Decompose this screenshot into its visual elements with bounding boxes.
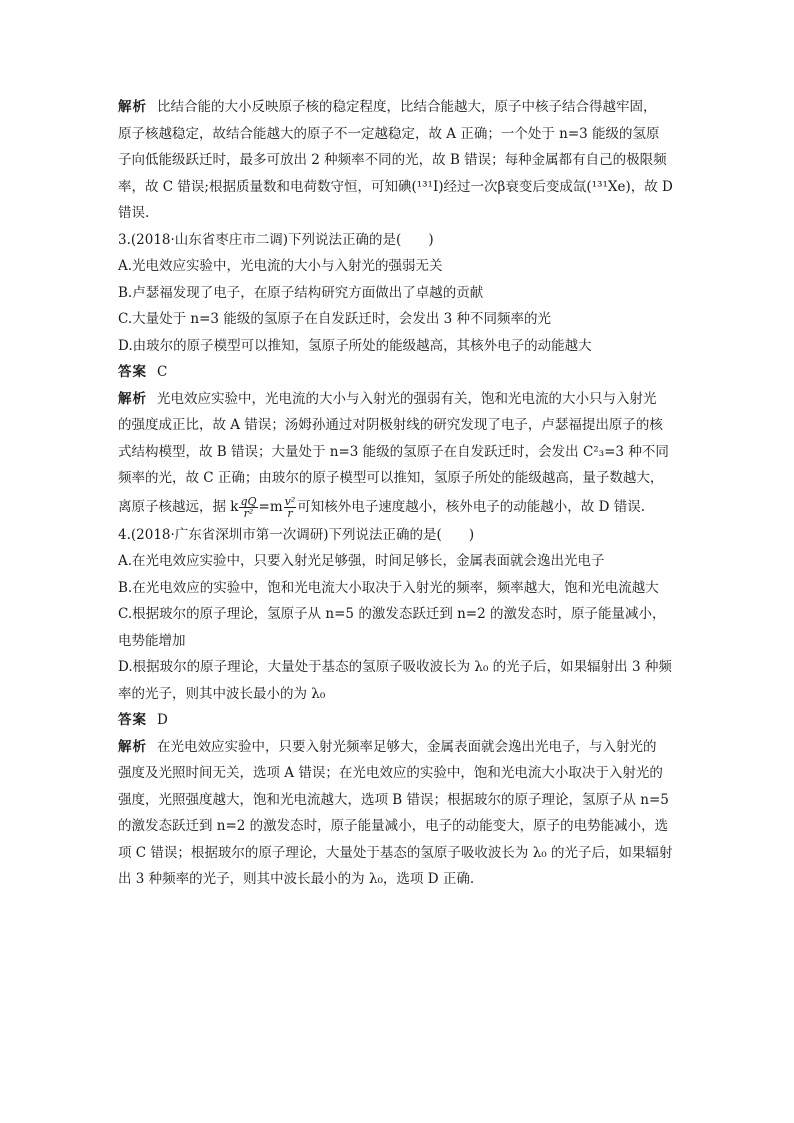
- analysis-line: 强度，光照强度越大，饱和光电流越大，选项 B 错误；根据玻尔的原子理论，氢原子从 n=5: [118, 791, 669, 808]
- option-a: A.在光电效应实验中，只要入射光足够强，时间足够长，金属表面就会逸出光电子: [118, 553, 605, 569]
- answer-line: [118, 707, 678, 734]
- option-c: C.大量处于 n=3 能级的氢原子在自发跃迁时，会发出 3 种不同频率的光: [118, 311, 551, 327]
- analysis-line: 率，故 C 错误;根据质量数和电荷数守恒，可知碘(¹³¹I)经过一次β衰变后变成氙(¹³¹Xe)，故 D: [118, 178, 673, 195]
- analysis-line: 的激发态跃迁到 n=2 的激发态时，原子能量减小，电子的动能变大，原子的电势能减小，选: [118, 818, 669, 834]
- option-d: D.根据玻尔的原子理论，大量处于基态的氢原子吸收波长为 λ₀ 的光子后，如果辐射出 3 种频: [118, 659, 672, 675]
- option-c: C.根据玻尔的原子理论，氢原子从 n=5 的激发态跃迁到 n=2 的激发态时，原子能量减小，: [118, 606, 666, 622]
- analysis-line: 式结构模型，故 B 错误；大量处于 n=3 能级的氢原子在自发跃迁时，会发出 C²₃=3 种不同: [118, 443, 669, 460]
- option-b: B.卢瑟福发现了电子，在原子结构研究方面做出了卓越的贡献: [118, 284, 484, 301]
- question-stem: 4.(2018·广东省深圳市第一次调研)下列说法正确的是( ): [118, 526, 475, 543]
- answer-value: C: [157, 364, 168, 380]
- option-d: D.由玻尔的原子模型可以推知，氢原子所处的能级越高，其核外电子的动能越大: [118, 337, 592, 354]
- fraction: $\frac{\text{v²}}{r}$: [284, 494, 296, 520]
- analysis-line: 强度及光照时间无关，选项 A 错误；在光电效应的实验中，饱和光电流大小取决于入射光的: [118, 765, 663, 781]
- analysis-label: 解析: [118, 738, 147, 755]
- option-c-continued: 电势能增加: [118, 632, 186, 649]
- analysis-line: 的强度成正比，故 A 错误；汤姆孙通过对阴极射线的研究发现了电子，卢瑟福提出原子的核: [118, 417, 663, 433]
- analysis-line: 出 3 种频率的光子，则其中波长最小的为 λ₀，选项 D 正确.: [118, 871, 475, 887]
- answer-line: [118, 359, 678, 386]
- formula-line: 离原子核越远，据 k $\frac{qQ}{\text{r²}}$ =m $\frac{\text{v²}}{r}$ 可知核外电子速度越小，核外电子的动能越小，故 D 错误.: [118, 494, 645, 520]
- analysis-label: 解析: [118, 99, 147, 115]
- analysis-line: 解析 光电效应实验中，光电流的大小与入射光的强弱有关，饱和光电流的大小只与入射光: [118, 390, 657, 407]
- analysis-label: 解析: [118, 390, 147, 407]
- answer-label: 答案: [118, 712, 147, 728]
- analysis-line: 解析 比结合能的大小反映原子核的稳定程度，比结合能越大，原子中核子结合得越牢固，: [118, 99, 657, 115]
- option-a: A.光电效应实验中，光电流的大小与入射光的强弱无关: [118, 258, 443, 274]
- option-d-continued: 率的光子，则其中波长最小的为 λ₀: [118, 685, 326, 702]
- analysis-line: 频率的光，故 C 正确；由玻尔的原子模型可以推知，氢原子所处的能级越高，量子数越大，: [118, 470, 664, 486]
- answer-label: 答案: [118, 364, 147, 380]
- fraction: $\frac{qQ}{\text{r²}}$: [240, 494, 257, 520]
- option-b: B.在光电效应的实验中，饱和光电流大小取决于入射光的频率，频率越大，饱和光电流越大: [118, 579, 659, 596]
- question-stem: 3.(2018·山东省枣庄市二调)下列说法正确的是( ): [118, 231, 434, 248]
- answer-value: D: [157, 712, 168, 728]
- analysis-line: 解析 在光电效应实验中，只要入射光频率足够大，金属表面就会逸出光电子，与入射光的: [118, 738, 657, 755]
- analysis-line: 子向低能级跃迁时，最多可放出 2 种频率不同的光，故 B 错误；每种金属都有自己的极限频: [118, 152, 667, 168]
- analysis-line: 错误.: [118, 205, 150, 221]
- document-content: [118, 94, 678, 893]
- analysis-line: 项 C 错误；根据玻尔的原子理论，大量处于基态的氢原子吸收波长为 λ₀ 的光子后，如果辐射: [118, 844, 673, 861]
- analysis-line: 原子核越稳定，故结合能越大的原子不一定越稳定，故 A 正确；一个处于 n=3 能级的氢原: [118, 125, 660, 142]
